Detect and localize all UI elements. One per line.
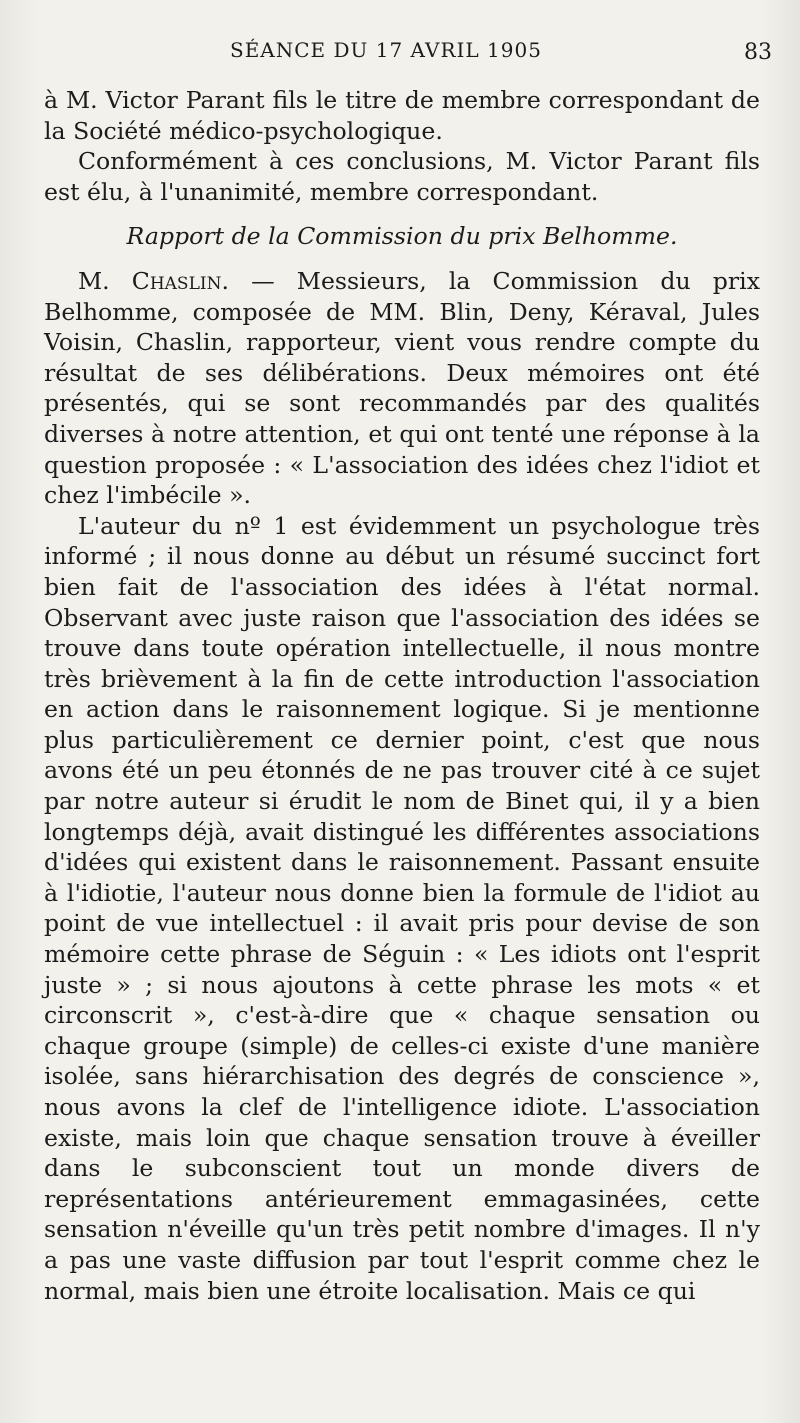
paragraph-3-text: . — Messieurs, la Commission du prix Belhomme, composée de MM. Blin, Deny, Kéraval, Jules Voisin, Chaslin, rapporteur, vient vous rendre compte du résultat de ses délibérations. Deux mémoires ont été présentés, qui se sont recommandés par des qualités diverses à notre attention, et qui ont tenté une réponse à la question proposée : « L'association des idées chez l'idiot et chez l'imbécile ». [44, 266, 760, 510]
paragraph-2: Conformément à ces conclusions, M. Victor Parant fils est élu, à l'unanimité, membre correspondant. [44, 147, 760, 206]
paragraph-1: à M. Victor Parant fils le titre de membre correspondant de la Société médico-psychologique. [44, 86, 760, 145]
speaker-prefix: M. [78, 266, 132, 295]
body-text [44, 85, 760, 1306]
running-head: SÉANCE DU 17 AVRIL 1905 [230, 38, 542, 62]
speaker-name: Chaslin [131, 266, 222, 295]
paragraph-3 [44, 266, 760, 511]
page-header [40, 38, 780, 68]
section-title: Rapport de la Commission du prix Belhomme. [126, 222, 678, 251]
page-number: 83 [744, 40, 772, 65]
paragraph-4: L'auteur du nº 1 est évidemment un psychologue très informé ; il nous donne au début un résumé succinct fort bien fait de l'association des idées à l'état normal. Observant avec juste raison que l'association des idées se trouve dans toute opération intellectuelle, il nous montre très brièvement à la fin de cette introduction l'association en action dans le raisonnement logique. Si je mentionne plus particulièrement ce dernier point, c'est que nous avons été un peu étonnés de ne pas trouver cité à ce sujet par notre auteur si érudit le nom de Binet qui, il y a bien longtemps déjà, avait distingué les différentes associations d'idées qui existent dans le raisonnement. Passant ensuite à l'idiotie, l'auteur nous donne bien la formule de l'idiot au point de vue intellectuel : il avait pris pour devise de son mémoire cette phrase de Séguin : « Les idiots ont l'esprit juste » ; si nous ajoutons à cette phrase les mots « et circonscrit », c'est-à-dire que « chaque sensation ou chaque groupe (simple) de celles-ci existe d'une manière isolée, sans hiérarchisation des degrés de conscience », nous avons la clef de l'intelligence idiote. L'association existe, mais loin que chaque sensation trouve à éveiller dans le subconscient tout un monde divers de représentations antérieurement emmagasinées, cette sensation n'éveille qu'un très petit nombre d'images. Il n'y a pas une vaste diffusion par tout l'esprit comme chez le normal, mais bien une étroite localisation. Mais ce qui [44, 511, 760, 1305]
